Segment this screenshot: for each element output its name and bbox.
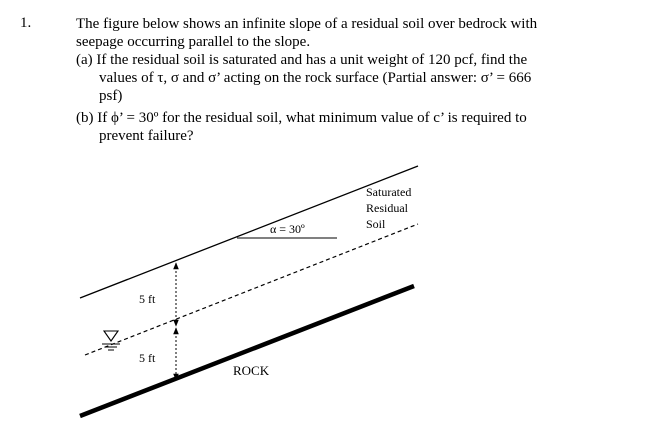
part-a-line-1: (a) If the residual soil is saturated and has a unit weight of 120 pcf, find the xyxy=(76,52,528,68)
part-b-line-2: prevent failure? xyxy=(99,128,194,144)
problem-number: 1. xyxy=(20,15,32,31)
part-a-line-2: values of τ, σ and σ’ acting on the rock surface (Partial answer: σ’ = 666 xyxy=(99,70,532,86)
soil-label-line-3: Soil xyxy=(366,217,386,231)
dimension-label-bottom: 5 ft xyxy=(139,351,156,365)
problem-text-line-1: The figure below shows an infinite slope of a residual soil over bedrock with xyxy=(76,16,538,32)
soil-label-line-1: Saturated xyxy=(366,185,412,199)
angle-label: α = 30º xyxy=(270,222,305,236)
rock-surface-line xyxy=(80,286,414,416)
rock-label: ROCK xyxy=(233,363,270,378)
dimension-label-top: 5 ft xyxy=(139,292,156,306)
part-a-line-3: psf) xyxy=(99,88,123,104)
water-table-line xyxy=(85,224,418,355)
problem-text-line-2: seepage occurring parallel to the slope. xyxy=(76,34,311,50)
part-b-line-1: (b) If ϕ’ = 30º for the residual soil, what minimum value of c’ is required to xyxy=(76,110,527,126)
soil-label-line-2: Residual xyxy=(366,201,408,215)
